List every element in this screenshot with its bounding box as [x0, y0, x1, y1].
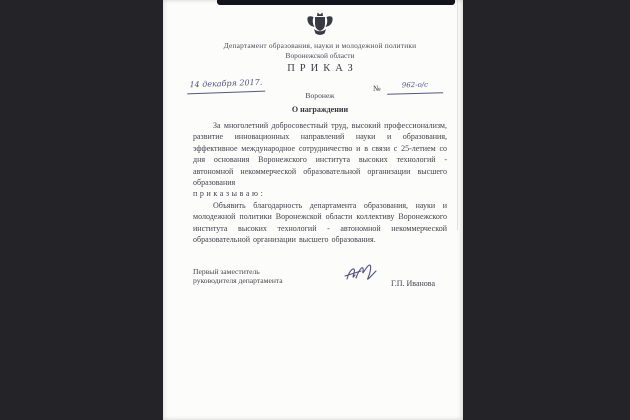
signer-position-line2: руководителя департамента — [193, 276, 283, 286]
signer-name: Г.П. Иванова — [391, 279, 436, 288]
document-page — [163, 0, 463, 420]
org-name-line1: Департамент образования, науки и молодежной политики — [223, 41, 417, 50]
body-paragraph-2: Объявить благодарность департамента образования, науки и молодежной политики Воронежской области коллективу Воронежского института высоких технологий - автономной некоммерческой образовательной организации высшего образования. — [193, 200, 447, 245]
body-paragraph-1: За многолетний добросовестный труд, высокий профессионализм, развитие инновационных направлений науки и образования, эффективное международное сотрудничество и в связи с 25-летием со дня основания Воронежского института высоких технологий - автономной некоммерческой образовательной организации высшего образования — [193, 121, 447, 188]
city-line: Воронеж — [305, 91, 335, 100]
coat-of-arms-icon — [305, 11, 335, 39]
document-body — [193, 120, 447, 245]
signature-icon — [341, 259, 383, 291]
decree-word: приказываю: — [193, 189, 266, 199]
signature-block — [193, 267, 447, 286]
document-content — [189, 0, 447, 420]
subject-line: О награждении — [291, 105, 349, 114]
paper-fold-line — [457, 0, 458, 230]
document-title: ПРИКАЗ — [287, 63, 358, 74]
number-label: № — [373, 84, 381, 93]
org-name-line2: Воронежской области — [285, 51, 355, 60]
number-handwritten: 962-о/с — [387, 80, 443, 94]
signer-position-line1: Первый заместитель — [193, 267, 260, 276]
date-handwritten: 14 декабря 2017. — [187, 78, 265, 95]
